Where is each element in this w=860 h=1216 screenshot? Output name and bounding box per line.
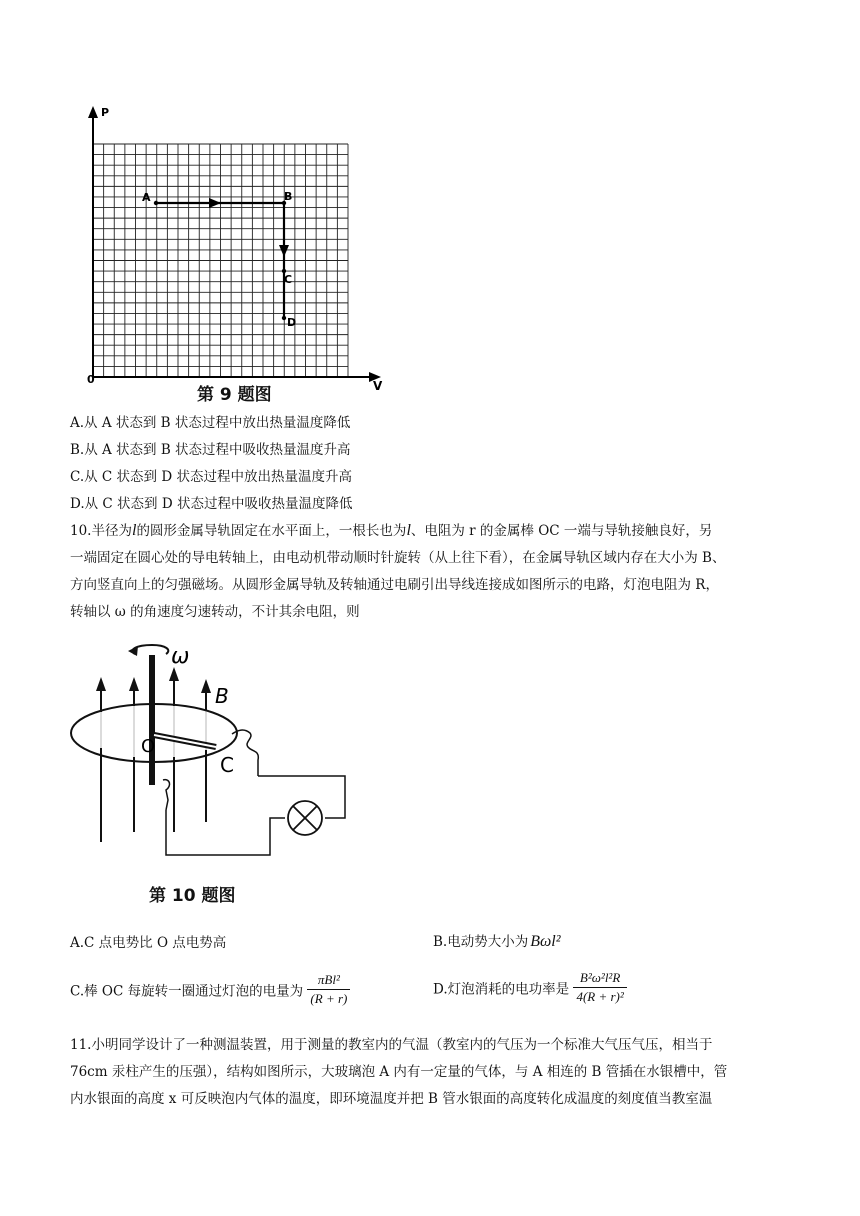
q10-option-d-num: B²ω²l²R bbox=[573, 970, 626, 988]
q10-line-3: 方向竖直向上的匀强磁场。从圆形金属导轨及转轴通过电刷引出导线连接成如图所示的电路，灯泡电阻为 R， bbox=[70, 577, 719, 593]
q9-option-a: A.从 A 状态到 B 状态过程中放出热量温度降低 bbox=[70, 415, 351, 431]
point-d bbox=[282, 316, 286, 320]
q10-option-c bbox=[70, 972, 350, 1007]
q10-var-l: l bbox=[131, 522, 137, 539]
label-b: B bbox=[284, 190, 293, 203]
v-axis-label: V bbox=[373, 379, 383, 393]
pv-diagram bbox=[0, 0, 420, 410]
point-o-label: O bbox=[141, 736, 156, 757]
p-axis-arrow bbox=[88, 106, 98, 118]
q10-var-l-2: l bbox=[406, 522, 411, 539]
q10-option-c-den: (R + r) bbox=[310, 991, 348, 1006]
q10-option-b bbox=[433, 931, 561, 953]
point-c-label: C bbox=[220, 753, 234, 777]
q10-option-b-formula: Bωl² bbox=[530, 933, 561, 950]
q10-option-d-den: 4(R + r)² bbox=[576, 989, 624, 1004]
q10-option-c-text: C.棒 OC 每旋转一圈通过灯泡的电量为 bbox=[70, 983, 304, 1000]
q10-line1-post: 、电阻为 r 的金属棒 OC 一端与导轨接触良好，另 bbox=[410, 523, 713, 539]
q10-option-d bbox=[433, 970, 627, 1005]
fig9-caption: 第 9 题图 bbox=[197, 385, 272, 405]
point-a bbox=[154, 201, 158, 205]
q11-line-2: 76cm 汞柱产生的压强），结构如图所示，大玻璃泡 A 内有一定量的气体，与 A 相连的 B 管插在水银槽中，管 bbox=[70, 1064, 728, 1080]
fig10-caption: 第 10 题图 bbox=[149, 886, 236, 906]
q10-line1-pre: 10.半径为 bbox=[70, 523, 132, 539]
q10-line-4: 转轴以 ω 的角速度匀速转动，不计其余电阻，则 bbox=[70, 604, 360, 620]
label-a: A bbox=[142, 191, 151, 204]
label-c: C bbox=[284, 273, 293, 286]
q10-line-1 bbox=[70, 521, 712, 541]
q10-line1-mid: 的圆形金属导轨固定在水平面上，一根长也为 bbox=[136, 523, 407, 539]
q9-option-c: C.从 C 状态到 D 状态过程中放出热量温度升高 bbox=[70, 469, 352, 485]
q10-option-d-text: D.灯泡消耗的电功率是 bbox=[433, 981, 570, 998]
q10-option-b-text: B.电动势大小为 bbox=[433, 934, 529, 950]
q10-line-2: 一端固定在圆心处的导电转轴上，由电动机带动顺时针旋转（从上往下看），在金属导轨区域内存在大小为 B、 bbox=[70, 550, 726, 566]
axle-brush bbox=[163, 780, 170, 810]
q10-option-c-fraction bbox=[307, 972, 350, 1007]
q10-option-a: A.C 点电势比 O 点电势高 bbox=[70, 935, 227, 951]
label-d: D bbox=[287, 316, 297, 329]
b-field-label: B bbox=[215, 684, 229, 708]
bulb-icon bbox=[288, 801, 322, 835]
arrow-b-c bbox=[279, 245, 289, 257]
arrow-a-b bbox=[209, 198, 221, 208]
q11-line-3: 内水银面的高度 x 可反映泡内气体的温度，即环境温度并把 B 管水银面的高度转化成温度的刻度值当教室温 bbox=[70, 1091, 713, 1107]
omega-label: ω bbox=[171, 644, 190, 669]
q9-option-b: B.从 A 状态到 B 状态过程中吸收热量温度升高 bbox=[70, 442, 351, 458]
pv-grid bbox=[93, 144, 348, 377]
rotating-axle bbox=[149, 655, 155, 785]
q10-option-c-num: πBl² bbox=[307, 972, 350, 990]
q11-line-1: 11.小明同学设计了一种测温装置，用于测量的教室内的气温（教室内的气压为一个标准大气压气压，相当于 bbox=[70, 1037, 713, 1053]
origin-label: 0 bbox=[87, 373, 95, 386]
p-axis-label: P bbox=[101, 106, 110, 119]
rotating-rod-diagram bbox=[0, 630, 360, 870]
q10-option-d-fraction bbox=[573, 970, 626, 1005]
q9-option-d: D.从 C 状态到 D 状态过程中吸收热量温度降低 bbox=[70, 496, 353, 512]
